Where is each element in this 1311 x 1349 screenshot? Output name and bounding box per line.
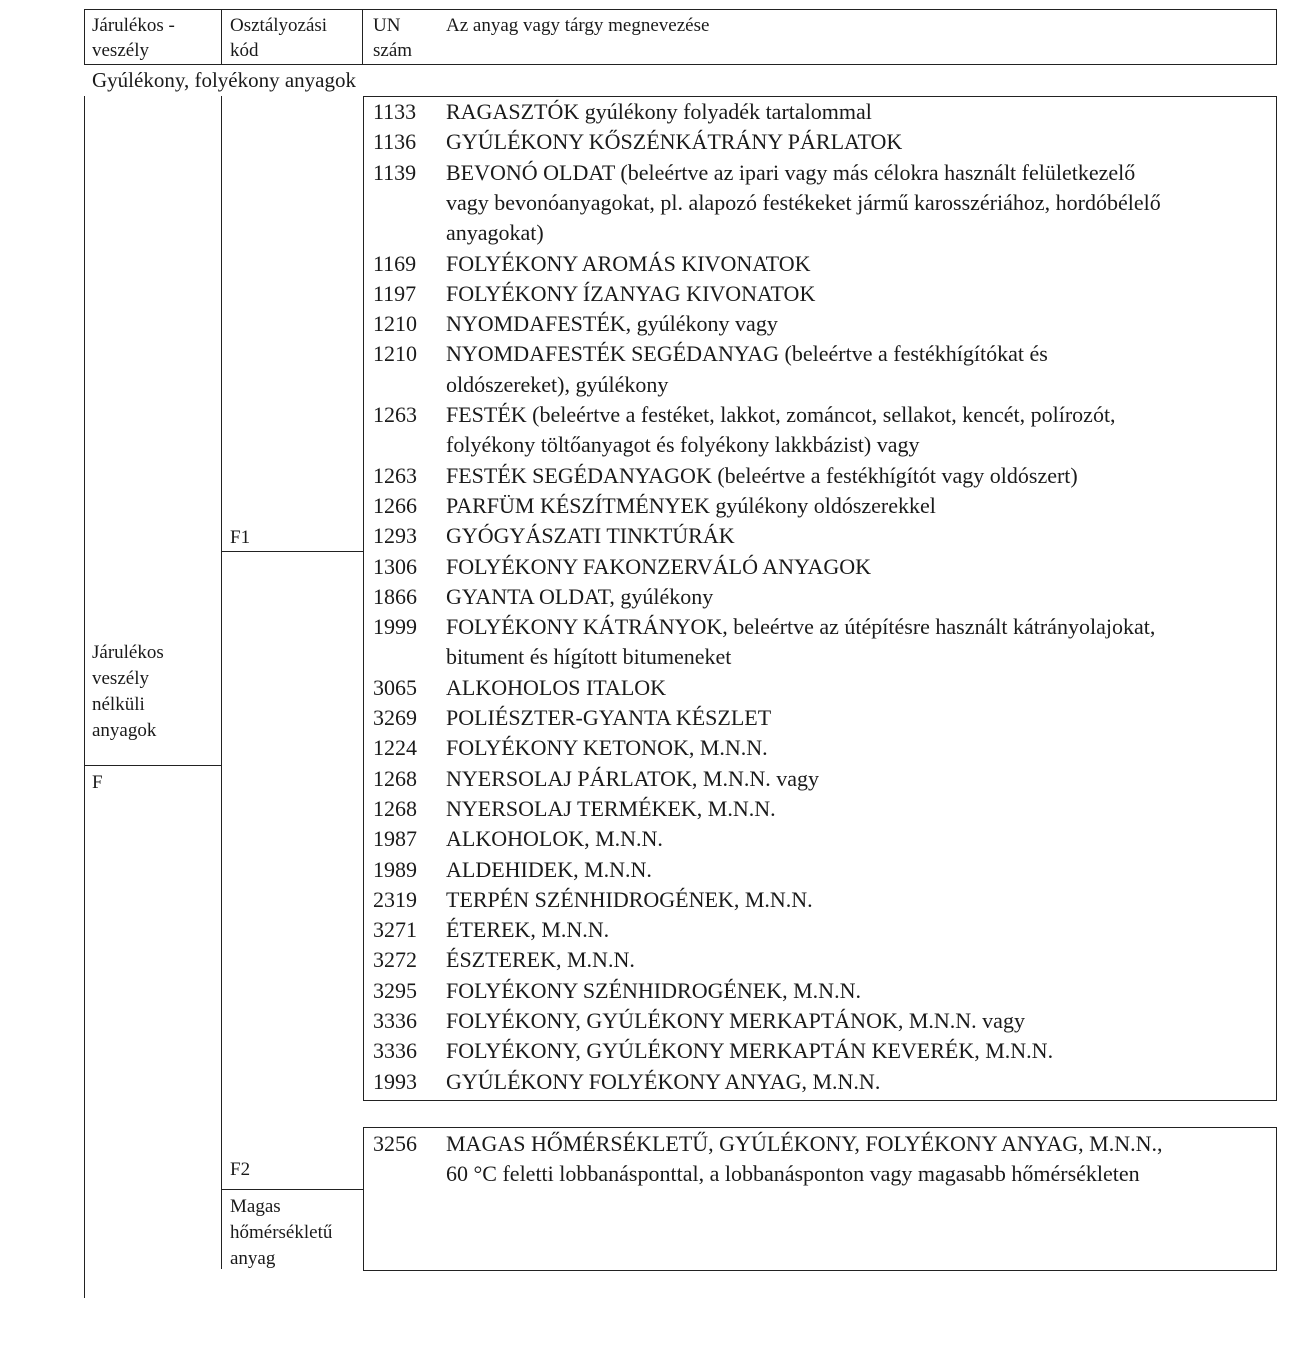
substance-name: anyagokat): [446, 220, 544, 246]
un-number: 1989: [373, 856, 417, 882]
substance-name: FOLYÉKONY, GYÚLÉKONY MERKAPTÁNOK, M.N.N. vagy: [446, 1008, 1025, 1033]
substance-name: ÉSZTEREK, M.N.N.: [446, 947, 635, 973]
un-number: 1268: [373, 765, 417, 791]
un-number: 3065: [373, 674, 417, 700]
tree-no-subsidiary-bottom: [84, 765, 222, 766]
un-number: 1263: [373, 402, 417, 427]
substance-name: FOLYÉKONY ÍZANYAG KIVONATOK: [446, 280, 816, 306]
substance-name: GYÓGYÁSZATI TINKTÚRÁK: [446, 523, 735, 549]
label-no-subsidiary-line4: anyagok: [92, 720, 157, 741]
substance-name: bitument és hígított bitumeneket: [446, 644, 732, 670]
un-number: 1197: [373, 280, 417, 306]
substance-name: NYERSOLAJ TERMÉKEK, M.N.N.: [446, 795, 776, 821]
substance-name: 60 °C feletti lobbanásponttal, a lobbanásponton vagy magasabb hőmérsékleten: [446, 1161, 1140, 1187]
tree-f2-connector: [221, 1189, 363, 1190]
substance-name: PARFÜM KÉSZÍTMÉNYEK gyúlékony oldószerekkel: [446, 492, 936, 518]
header-col3-line1: UN: [373, 15, 401, 36]
substance-name: MAGAS HŐMÉRSÉKLETŰ, GYÚLÉKONY, FOLYÉKONY ANYAG, M.N.N.,: [446, 1131, 1163, 1156]
label-no-subsidiary-line2: veszély: [92, 668, 149, 689]
header-divider-1: [221, 9, 222, 65]
un-number: 1224: [373, 735, 417, 761]
un-number: 1293: [373, 523, 417, 549]
un-number: 1139: [373, 159, 417, 185]
substance-name: ÉTEREK, M.N.N.: [446, 917, 610, 943]
un-number: 3295: [373, 977, 417, 1003]
label-no-subsidiary-line1: Járulékos: [92, 642, 164, 663]
un-number: 3271: [373, 917, 417, 943]
un-number: 1210: [373, 341, 417, 367]
un-number: 1999: [373, 614, 417, 640]
tree-left-vertical: [84, 96, 85, 1298]
substance-name: NYOMDAFESTÉK, gyúlékony vagy: [446, 311, 778, 337]
substance-name: FOLYÉKONY KETONOK, M.N.N.: [446, 735, 768, 761]
header-col-classification-code: [230, 13, 327, 63]
header-col2-line1: Osztályozási: [230, 15, 328, 36]
un-number: 3336: [373, 1038, 417, 1064]
substance-name: FESTÉK SEGÉDANYAGOK (beleértve a festékhígítót vagy oldószert): [446, 462, 1078, 488]
substance-name: ALKOHOLOK, M.N.N.: [446, 826, 663, 852]
f1-substance-list: [363, 96, 1277, 1101]
un-number: 1210: [373, 311, 417, 337]
header-col-un-number: [373, 13, 412, 63]
substance-name: NYOMDAFESTÉK SEGÉDANYAG (beleértve a festékhígítókat és: [446, 341, 1048, 367]
substance-name: GYÚLÉKONY FOLYÉKONY ANYAG, M.N.N.: [446, 1068, 881, 1094]
substance-name: ALDEHIDEK, M.N.N.: [446, 856, 652, 882]
un-number: 1866: [373, 583, 417, 609]
section-title: Gyúlékony, folyékony anyagok: [92, 68, 356, 92]
un-number: 1136: [373, 129, 417, 155]
un-number: 1306: [373, 553, 417, 579]
substance-name: vagy bevonóanyagokat, pl. alapozó festékeket jármű karosszériához, hordóbélelő: [446, 189, 1161, 215]
un-number: 1263: [373, 462, 417, 488]
label-high-temp-line3: anyag: [230, 1248, 276, 1269]
substance-name: FESTÉK (beleértve a festéket, lakkot, zománcot, sellakot, kencét, polírozót,: [446, 402, 1116, 427]
header-col-subsidiary-hazard: [92, 13, 175, 63]
substance-name: FOLYÉKONY FAKONZERVÁLÓ ANYAGOK: [446, 553, 872, 579]
un-number: 1169: [373, 250, 417, 276]
header-col3-line2: szám: [373, 40, 413, 61]
substance-name: BEVONÓ OLDAT (beleértve az ipari vagy más célokra használt felületkezelő: [446, 159, 1136, 185]
label-high-temp-line1: Magas: [230, 1196, 281, 1217]
label-no-subsidiary-hazard: [92, 640, 164, 744]
f2-substance-list: [363, 1127, 1277, 1271]
header-divider-2: [362, 9, 363, 65]
un-number: 1993: [373, 1068, 417, 1094]
substance-name: RAGASZTÓK gyúlékony folyadék tartalommal: [446, 99, 872, 124]
label-no-subsidiary-line3: nélküli: [92, 694, 145, 715]
substance-name: FOLYÉKONY SZÉNHIDROGÉNEK, M.N.N.: [446, 977, 861, 1003]
label-high-temp-line2: hőmérsékletű: [230, 1222, 333, 1243]
label-code-f2: F2: [230, 1159, 251, 1180]
substance-name: ALKOHOLOS ITALOK: [446, 674, 667, 700]
tree-f-vertical: [221, 551, 222, 1269]
un-number: 1268: [373, 795, 417, 821]
un-number: 3336: [373, 1008, 417, 1033]
substance-name: oldószereket), gyúlékony: [446, 371, 669, 397]
substance-name: FOLYÉKONY KÁTRÁNYOK, beleértve az útépítésre használt kátrányolajokat,: [446, 614, 1156, 640]
un-number: 1133: [373, 99, 417, 124]
header-col2-line2: kód: [230, 40, 259, 61]
substance-name: folyékony töltőanyagot és folyékony lakkbázist) vagy: [446, 432, 920, 458]
substance-name: NYERSOLAJ PÁRLATOK, M.N.N. vagy: [446, 765, 820, 791]
un-number: 3272: [373, 947, 417, 973]
un-number: 3256: [373, 1131, 417, 1156]
label-high-temperature-substance: [230, 1194, 332, 1272]
tree-f1-connector: [221, 551, 363, 552]
substance-name: FOLYÉKONY AROMÁS KIVONATOK: [446, 250, 811, 276]
substance-name: FOLYÉKONY, GYÚLÉKONY MERKAPTÁN KEVERÉK, M.N.N.: [446, 1038, 1054, 1064]
header-col-substance-name: Az anyag vagy tárgy megnevezése: [446, 15, 710, 36]
un-number: 2319: [373, 886, 417, 912]
substance-name: GYÚLÉKONY KŐSZÉNKÁTRÁNY PÁRLATOK: [446, 129, 903, 155]
un-number: 3269: [373, 705, 417, 730]
substance-name: GYANTA OLDAT, gyúlékony: [446, 583, 714, 609]
un-number: 1987: [373, 826, 417, 852]
substance-name: TERPÉN SZÉNHIDROGÉNEK, M.N.N.: [446, 886, 813, 912]
substance-name: POLIÉSZTER-GYANTA KÉSZLET: [446, 705, 772, 730]
label-code-f1: F1: [230, 527, 251, 548]
un-number: 1266: [373, 492, 417, 518]
header-col1-line1: Járulékos -: [92, 15, 175, 36]
label-code-f: F: [92, 772, 103, 793]
header-col1-line2: veszély: [92, 40, 149, 61]
